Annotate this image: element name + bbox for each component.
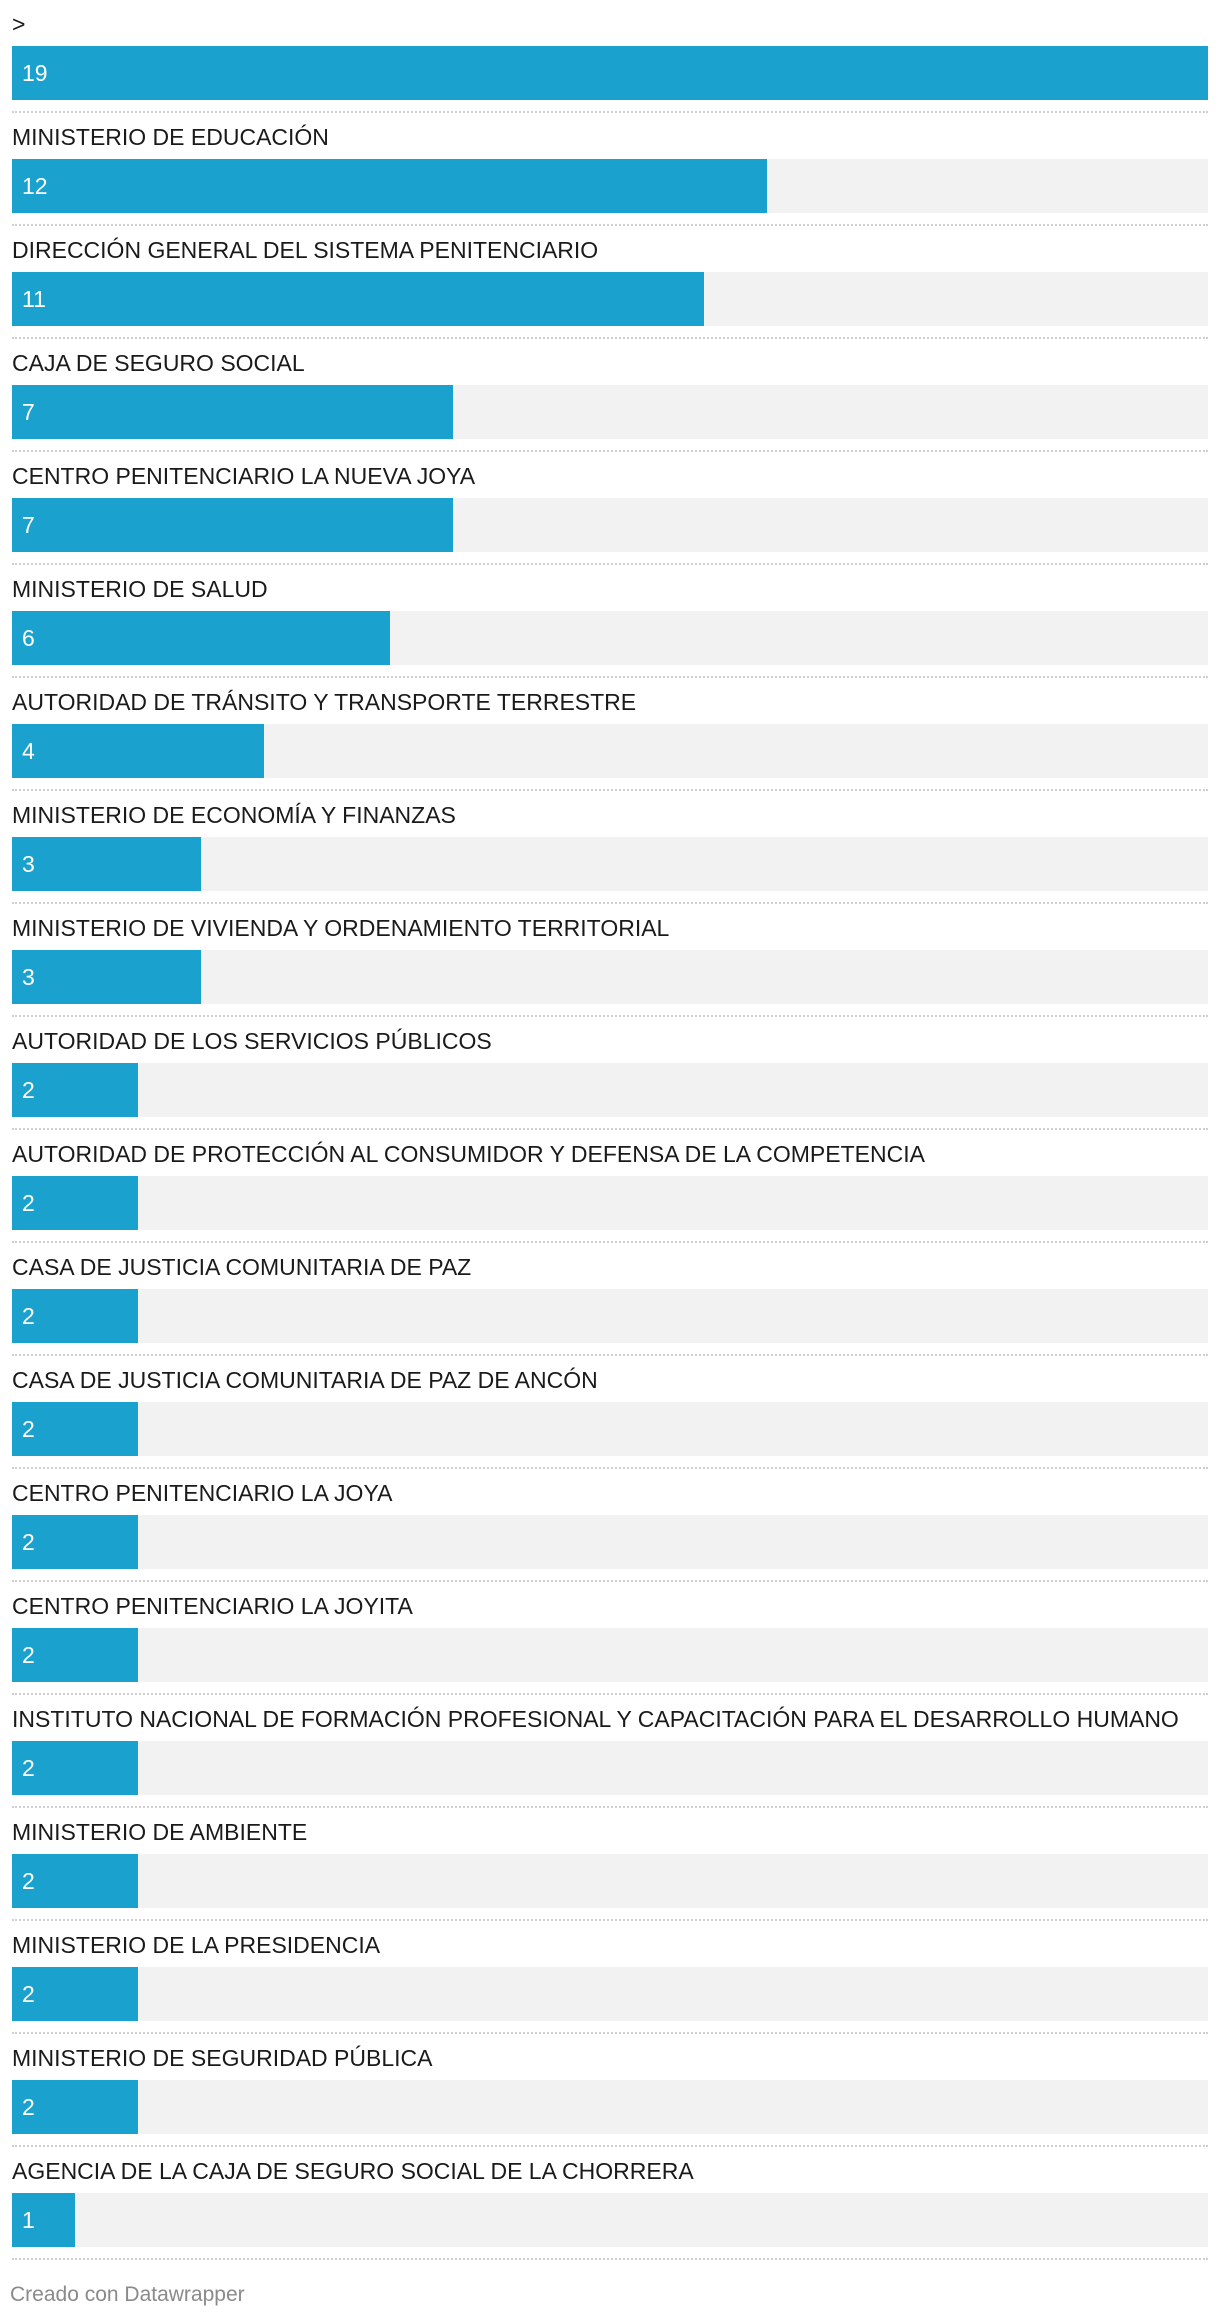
bar-category-label: CENTRO PENITENCIARIO LA JOYA — [12, 1480, 393, 1506]
bar-row — [12, 1130, 1208, 1243]
bar-track — [12, 2080, 1208, 2134]
bar-category-label: MINISTERIO DE SEGURIDAD PÚBLICA — [12, 2045, 433, 2071]
bar[interactable] — [12, 159, 767, 213]
bar-value-label: 2 — [22, 1190, 35, 1216]
bar-track — [12, 1402, 1208, 1456]
bar-value-label: 2 — [22, 1077, 35, 1103]
bar-track — [12, 950, 1208, 1004]
bar-category-label: CAJA DE SEGURO SOCIAL — [12, 350, 305, 376]
bar-value-label: 2 — [22, 1868, 35, 1894]
bar-track — [12, 159, 1208, 213]
bar-category-label: > — [12, 11, 26, 37]
bar-value-label: 1 — [22, 2207, 35, 2233]
bar-track — [12, 611, 1208, 665]
bar-value-label: 2 — [22, 1642, 35, 1668]
bar-row — [12, 2147, 1208, 2260]
bar-track — [12, 1628, 1208, 1682]
bar[interactable] — [12, 724, 264, 778]
bar-track — [12, 1063, 1208, 1117]
bar-category-label: AUTORIDAD DE PROTECCIÓN AL CONSUMIDOR Y DEFENSA DE LA COMPETENCIA — [12, 1141, 925, 1167]
bar-category-label: MINISTERIO DE ECONOMÍA Y FINANZAS — [12, 802, 456, 828]
bar-category-label: MINISTERIO DE SALUD — [12, 576, 268, 602]
bar-chart — [12, 0, 1208, 2260]
bar-row — [12, 339, 1208, 452]
bar-row — [12, 1921, 1208, 2034]
bar-category-label: CENTRO PENITENCIARIO LA NUEVA JOYA — [12, 463, 476, 489]
bar-track — [12, 724, 1208, 778]
bar-row — [12, 791, 1208, 904]
bar-value-label: 3 — [22, 851, 35, 877]
bar-category-label: INSTITUTO NACIONAL DE FORMACIÓN PROFESIONAL Y CAPACITACIÓN PARA EL DESARROLLO HUMANO — [12, 1706, 1179, 1732]
bar-value-label: 2 — [22, 1303, 35, 1329]
bar-track — [12, 1854, 1208, 1908]
bar[interactable] — [12, 46, 1208, 100]
chart-credit[interactable]: Creado con Datawrapper — [10, 2283, 245, 2306]
bar-value-label: 2 — [22, 1529, 35, 1555]
bar-value-label: 6 — [22, 625, 35, 651]
bar-category-label: CASA DE JUSTICIA COMUNITARIA DE PAZ — [12, 1254, 472, 1280]
bar-value-label: 2 — [22, 1981, 35, 2007]
bar[interactable] — [12, 611, 390, 665]
bar[interactable] — [12, 498, 453, 552]
bar-row — [12, 904, 1208, 1017]
bar-row — [12, 1582, 1208, 1695]
bar-row — [12, 452, 1208, 565]
bar-category-label: MINISTERIO DE EDUCACIÓN — [12, 124, 329, 150]
bar-category-label: MINISTERIO DE VIVIENDA Y ORDENAMIENTO TERRITORIAL — [12, 915, 670, 941]
bar-row — [12, 1017, 1208, 1130]
bar-value-label: 4 — [22, 738, 35, 764]
bar-row — [12, 1469, 1208, 1582]
bar-track — [12, 837, 1208, 891]
bar-value-label: 3 — [22, 964, 35, 990]
bar-value-label: 12 — [22, 173, 48, 199]
bar-track — [12, 1515, 1208, 1569]
bar-category-label: CENTRO PENITENCIARIO LA JOYITA — [12, 1593, 413, 1619]
bar-track — [12, 1289, 1208, 1343]
bar-track — [12, 2193, 1208, 2247]
bar-value-label: 7 — [22, 399, 35, 425]
bar-track — [12, 1967, 1208, 2021]
bar-value-label: 7 — [22, 512, 35, 538]
bar-row — [12, 0, 1208, 113]
bar-row — [12, 565, 1208, 678]
bar-row — [12, 1356, 1208, 1469]
bar-track — [12, 272, 1208, 326]
bar-value-label: 2 — [22, 1416, 35, 1442]
bar-row — [12, 1808, 1208, 1921]
bar-row — [12, 113, 1208, 226]
bar-value-label: 2 — [22, 2094, 35, 2120]
bar[interactable] — [12, 272, 704, 326]
bar-category-label: DIRECCIÓN GENERAL DEL SISTEMA PENITENCIARIO — [12, 237, 599, 263]
bar-category-label: AUTORIDAD DE LOS SERVICIOS PÚBLICOS — [12, 1028, 492, 1054]
bar-row — [12, 1695, 1208, 1808]
bar-track — [12, 46, 1208, 100]
bar-category-label: MINISTERIO DE LA PRESIDENCIA — [12, 1932, 381, 1958]
bar-row — [12, 1243, 1208, 1356]
bar-track — [12, 1741, 1208, 1795]
bar-row — [12, 678, 1208, 791]
bar-track — [12, 385, 1208, 439]
bar-value-label: 2 — [22, 1755, 35, 1781]
bar-value-label: 11 — [22, 286, 46, 312]
bar-category-label: AUTORIDAD DE TRÁNSITO Y TRANSPORTE TERRESTRE — [12, 689, 637, 715]
bar-track — [12, 1176, 1208, 1230]
bar[interactable] — [12, 950, 201, 1004]
bar-category-label: MINISTERIO DE AMBIENTE — [12, 1819, 308, 1845]
bar[interactable] — [12, 385, 453, 439]
bar[interactable] — [12, 837, 201, 891]
bar-track — [12, 498, 1208, 552]
bar-row — [12, 2034, 1208, 2147]
bar-row — [12, 226, 1208, 339]
bar-value-label: 19 — [22, 60, 48, 86]
bar-category-label: CASA DE JUSTICIA COMUNITARIA DE PAZ DE ANCÓN — [12, 1367, 598, 1393]
bar-category-label: AGENCIA DE LA CAJA DE SEGURO SOCIAL DE LA CHORRERA — [12, 2158, 694, 2184]
